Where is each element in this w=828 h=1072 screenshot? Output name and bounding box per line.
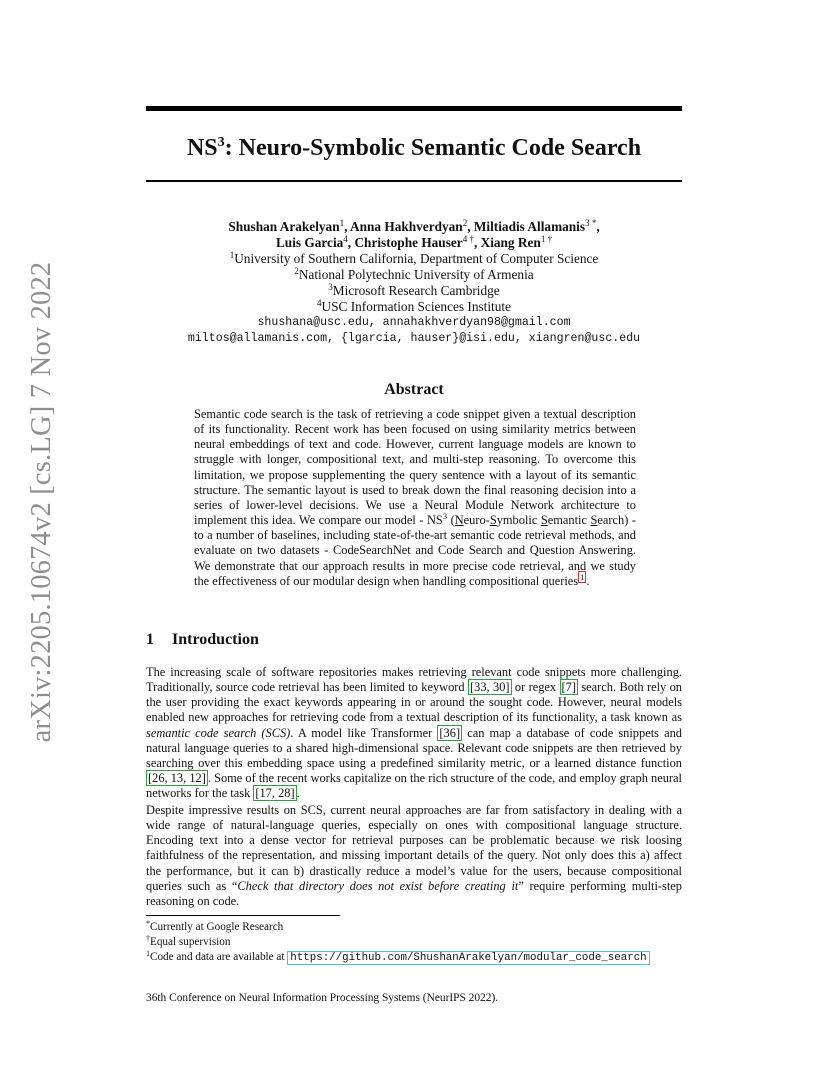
affiliation-text: USC Information Sciences Institute bbox=[321, 299, 511, 314]
paragraph-text: The increasing scale of software repositories makes retrieving relevant code snippets more challenging. Traditionally, source code retrieval has been limited to keyword bbox=[146, 665, 682, 695]
affiliation bbox=[146, 299, 682, 315]
author-affil-sup: 4 † bbox=[462, 234, 474, 244]
citation-link[interactable]: [17, 28] bbox=[255, 786, 295, 801]
abstract-part: euro- bbox=[463, 513, 490, 528]
author-block bbox=[146, 219, 682, 347]
author-affil-sup: 4 bbox=[343, 234, 348, 244]
abstract-part: emantic bbox=[547, 513, 591, 528]
footnote-rule bbox=[146, 915, 340, 916]
author-sep: , bbox=[473, 235, 481, 250]
abstract-part: ) - to a number of baselines, including state-of-the-art semantic code retrieval methods, and evaluate on two datasets - CodeSearchNet and Code Search and Question Answering. We demonstrate that our approach results in more precise code retrieval, and we study the effectiveness of our modular design when handling compositional queries bbox=[194, 513, 636, 588]
affiliation-text: Microsoft Research Cambridge bbox=[332, 283, 500, 298]
abstract-part: earch bbox=[597, 513, 625, 528]
footnotes bbox=[146, 920, 682, 967]
author-sep: , bbox=[344, 219, 351, 234]
author-name: Miltiadis Allamanis bbox=[473, 219, 586, 234]
arxiv-stamp-text: arXiv:2205.10674v2 [cs.LG] 7 Nov 2022 bbox=[26, 261, 57, 743]
model-name-sup: 3 bbox=[442, 511, 448, 522]
paragraph-text: search. Both rely on the user providing the exact keywords appearing in or around the sought code. However, neural models enabled new approaches for retrieving code from a textual description of its functionality, a task known as bbox=[146, 680, 682, 725]
author-name: Luis Garcia bbox=[275, 235, 344, 250]
title-bottom-rule bbox=[146, 180, 682, 182]
intro-paragraph-2 bbox=[146, 803, 682, 909]
email-line: miltos@allamanis.com, {lgarcia, hauser}@isi.edu, xiangren@usc.edu bbox=[187, 332, 641, 345]
title-top-rule bbox=[146, 106, 682, 111]
model-name: NS bbox=[426, 513, 443, 528]
citation-link[interactable]: [7] bbox=[561, 680, 576, 695]
paragraph-text: can map a database of code snippets and natural language queries to a shared high-dimensional space. Relevant code snippets are then retrieved by searching over this embedding space using a predefined similarity metric, or a learned distance function bbox=[146, 725, 682, 770]
affiliation bbox=[146, 267, 682, 283]
paragraph-text: or regex bbox=[511, 680, 560, 695]
title-superscript: 3 bbox=[217, 135, 225, 150]
affiliation-sup: 3 bbox=[328, 282, 333, 292]
citation-link[interactable]: [33, 30] bbox=[470, 680, 510, 695]
paragraph-text: ” require performing multi-step reasoning on code. bbox=[146, 878, 682, 908]
affiliation-sup: 4 bbox=[317, 298, 322, 308]
affiliation-sup: 1 bbox=[229, 250, 235, 260]
abstract-part: . bbox=[586, 573, 590, 588]
conference-footer: 36th Conference on Neural Information Processing Systems (NeurIPS 2022). bbox=[146, 992, 499, 1004]
footnote bbox=[146, 920, 682, 935]
acronym-letter: S bbox=[540, 513, 548, 528]
author-sep: , bbox=[467, 219, 474, 234]
footnote bbox=[146, 935, 682, 950]
paragraph-text: Despite impressive results on SCS, current neural approaches are far from satisfactory in dealing with a wide range of natural-language queries, especially on ones with compositional language structure. Encoding text into a dense vector for retrieval purposes can be problematic because we risk loosing faithfulness of the representation, and missing important details of the query. Not only does this a) affect the performance, but it can b) drastically reduce a model’s value for the users, because compositional queries such as “ bbox=[146, 803, 682, 893]
affiliation-text: University of Southern California, Department of Computer Science bbox=[234, 251, 599, 266]
author-affil-sup: 2 bbox=[462, 218, 468, 228]
paragraph-text: . A model like Transformer bbox=[290, 725, 438, 740]
footnote-ref-link[interactable]: 1 bbox=[580, 571, 585, 582]
abstract-part: Semantic code search is the task of retrieving a code snippet given a textual description of its functionality. Recent work has been focused on using similarity metrics between neural embeddings of text and code. However, current language models are known to struggle with longer, compositional text, and multi-step reasoning. To overcome this limitation, we propose supplementing the query sentence with a layout of its semantic structure. The semantic layout is used to break down the final reasoning decision into a series of lower-level decisions. We use a Neural Module Network architecture to implement this idea. We compare our model - bbox=[194, 407, 636, 528]
affiliation bbox=[146, 283, 682, 299]
author-name: Xiang Ren bbox=[480, 235, 541, 250]
footnote-text: Equal supervision bbox=[150, 936, 231, 949]
section-title: Introduction bbox=[172, 631, 259, 648]
footnote-marker: * bbox=[146, 919, 150, 928]
acronym-letter: S bbox=[590, 513, 598, 528]
author-name: Anna Hakhverdyan bbox=[350, 219, 463, 234]
acronym-letter: S bbox=[489, 513, 497, 528]
author-affil-sup: 1 bbox=[339, 218, 345, 228]
acronym-letter: N bbox=[454, 513, 464, 528]
author-affil-sup: 1 † bbox=[540, 234, 553, 244]
author-line-2 bbox=[146, 235, 682, 251]
footnote-marker: † bbox=[146, 934, 150, 944]
section-heading-introduction bbox=[146, 630, 259, 650]
title-rest: : Neuro-Symbolic Semantic Code Search bbox=[224, 135, 642, 161]
abstract-part: ( bbox=[447, 513, 455, 528]
footnote bbox=[146, 950, 682, 966]
affiliation-text: National Polytechnic University of Armenia bbox=[298, 267, 534, 282]
citation-link[interactable]: [26, 13, 12] bbox=[148, 771, 206, 786]
abstract-heading: Abstract bbox=[384, 381, 444, 398]
citation-link[interactable]: [36] bbox=[439, 725, 461, 740]
footnote-marker: 1 bbox=[146, 949, 150, 959]
emphasized-term: semantic code search (SCS) bbox=[146, 725, 291, 740]
abstract-part: ymbolic bbox=[496, 513, 541, 528]
email-line: shushana@usc.edu, annahakhverdyan98@gmail.com bbox=[257, 316, 571, 329]
footnote-text: Code and data are available at bbox=[150, 951, 288, 964]
author-name: Shushan Arakelyan bbox=[228, 219, 340, 234]
emphasized-quote: Check that directory does not exist before creating it bbox=[237, 878, 519, 893]
abstract-text bbox=[194, 407, 636, 589]
author-sep: , bbox=[596, 219, 600, 234]
author-affil-sup: 3 * bbox=[585, 218, 597, 228]
author-name: Christophe Hauser bbox=[354, 235, 463, 250]
section-number: 1 bbox=[146, 631, 154, 648]
arxiv-identifier-stamp bbox=[22, 261, 62, 743]
title-prefix: NS bbox=[186, 135, 218, 161]
paragraph-text: . Some of the recent works capitalize on the rich structure of the code, and employ graph neural networks for the task bbox=[146, 771, 682, 801]
paper-title bbox=[146, 133, 682, 163]
affiliation-sup: 2 bbox=[294, 266, 299, 276]
footnote-text: Currently at Google Research bbox=[150, 921, 284, 933]
author-line-1 bbox=[146, 219, 682, 235]
code-repository-link[interactable]: https://github.com/ShushanArakelyan/modular_code_search bbox=[287, 951, 649, 965]
affiliation bbox=[146, 251, 682, 267]
paragraph-text: . bbox=[296, 786, 300, 801]
author-sep: , bbox=[347, 235, 355, 250]
intro-paragraph-1 bbox=[146, 665, 682, 801]
